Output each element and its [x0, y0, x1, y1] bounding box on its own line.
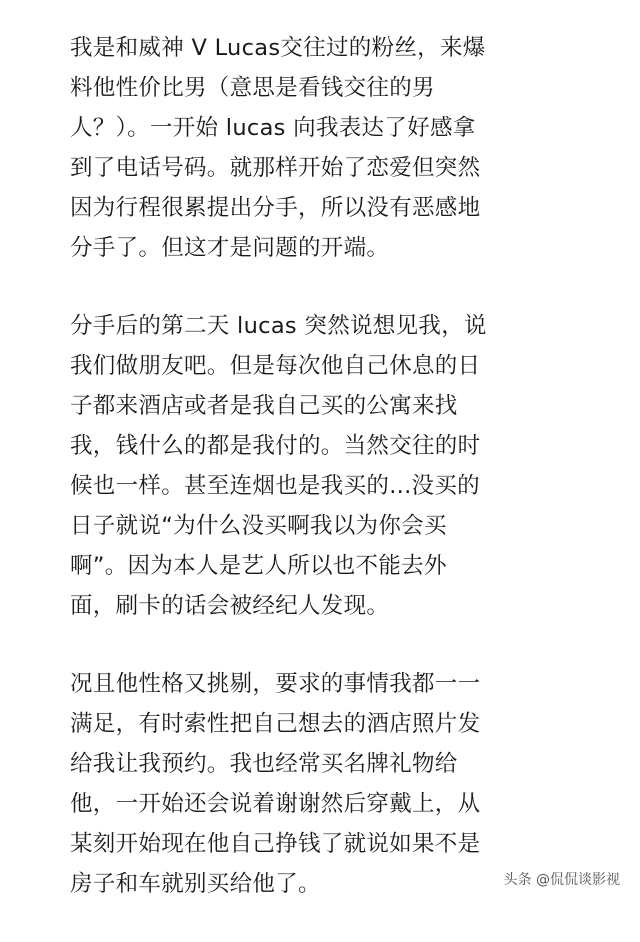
text-line: 况且他性格又挑剔，要求的事情我都一一	[70, 671, 481, 697]
text-line: 我是和威神 V Lucas交往过的粉丝，来爆	[70, 35, 486, 61]
text-line: 啊”。因为本人是艺人所以也不能去外	[70, 553, 447, 579]
text-line: 给我让我预约。我也经常买名牌礼物给	[70, 751, 458, 777]
text-line: 人？）。一开始 lucas 向我表达了好感拿	[70, 115, 476, 141]
text-line: 满足，有时索性把自己想去的酒店照片发	[70, 711, 481, 737]
paragraph-1	[70, 28, 570, 268]
text-line: 日子就说“为什么没买啊我以为你会买	[70, 513, 447, 539]
watermark: 头条 @侃侃谈影视	[503, 872, 620, 888]
text-line: 分手后的第二天 lucas 突然说想见我，说	[70, 313, 487, 339]
text-line: 料他性价比男（意思是看钱交往的男	[70, 75, 435, 101]
text-line: 分手了。但这才是问题的开端。	[70, 235, 390, 261]
text-line: 某刻开始现在他自己挣钱了就说如果不是	[70, 831, 481, 857]
text-line: 房子和车就别买给他了。	[70, 871, 321, 897]
text-line: 子都来酒店或者是我自己买的公寓来找	[70, 393, 458, 419]
text-line: 他，一开始还会说着谢谢然后穿戴上，从	[70, 791, 481, 817]
text-line: 候也一样。甚至连烟也是我买的...没买的	[70, 473, 480, 499]
text-line: 因为行程很累提出分手，所以没有恶感地	[70, 195, 481, 221]
text-line: 面，刷卡的话会被经纪人发现。	[70, 593, 390, 619]
text-line: 我，钱什么的都是我付的。当然交往的时	[70, 433, 481, 459]
text-line: 我们做朋友吧。但是每次他自己休息的日	[70, 353, 481, 379]
text-line: 到了电话号码。就那样开始了恋爱但突然	[70, 155, 481, 181]
paragraph-2	[70, 306, 570, 626]
article-body	[70, 28, 570, 942]
paragraph-3	[70, 664, 570, 904]
